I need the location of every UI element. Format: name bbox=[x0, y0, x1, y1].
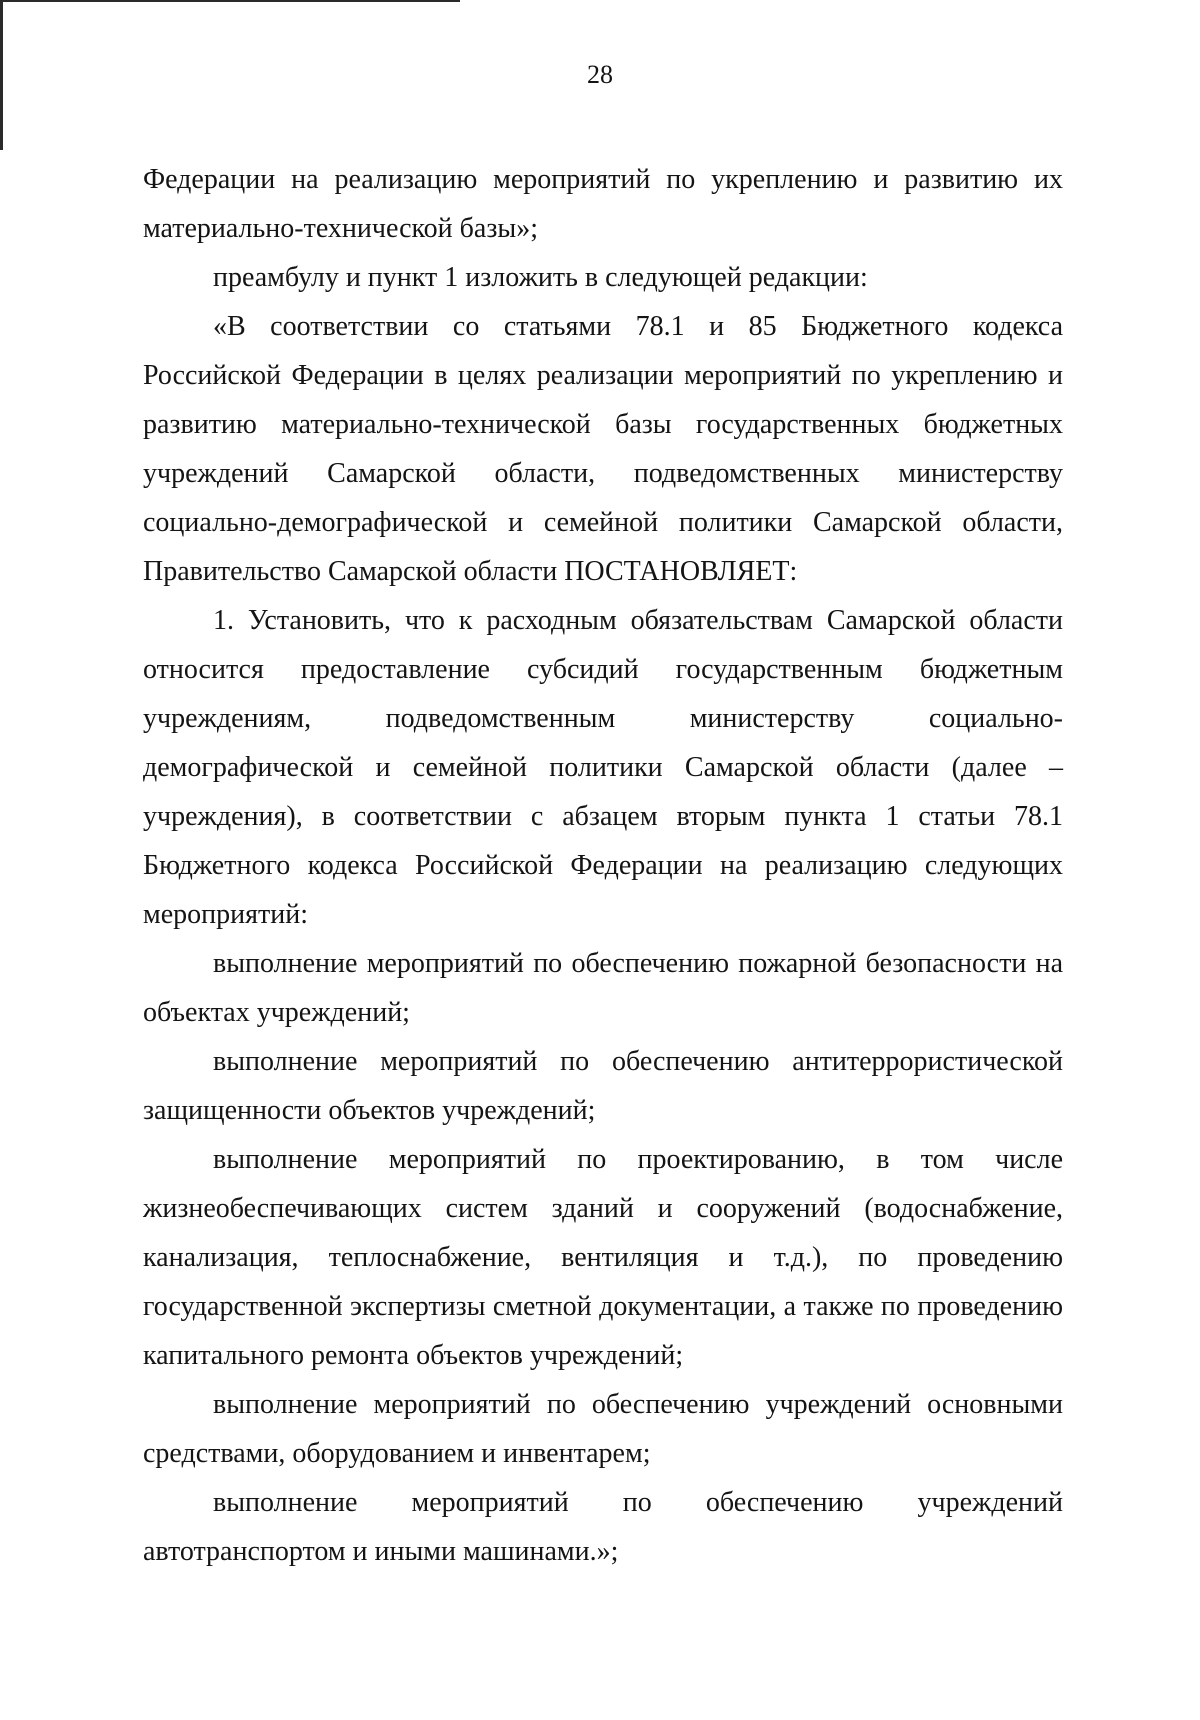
document-body bbox=[143, 155, 1063, 1576]
list-item-vehicles: выполнение мероприятий по обеспечению учреждений автотранспортом и иными машинами.»; bbox=[143, 1487, 1063, 1567]
list-item-equipment: выполнение мероприятий по обеспечению учреждений основными средствами, оборудованием и инвентарем; bbox=[143, 1389, 1063, 1469]
list-item-design-repair: выполнение мероприятий по проектированию, в том числе жизнеобеспечивающих систем зданий и сооружений (водоснабжение, канализация, теплоснабжение, вентиляция и т.д.), по проведению государственной экспертизы сметной документации, а также по проведению капитального ремонта объектов учреждений; bbox=[143, 1144, 1063, 1371]
paragraph-amendment-intro: преамбулу и пункт 1 изложить в следующей редакции: bbox=[213, 262, 868, 293]
paragraph-clause-1: 1. Установить, что к расходным обязательствам Самарской области относится предоставление субсидий государственным бюджетным учреждениям, подведомственным министерству социально-демографической и семейной политики Самарской области (далее – учреждения), в соответствии с абзацем вторым пункта 1 статьи 78.1 Бюджетного кодекса Российской Федерации на реализацию следующих мероприятий: bbox=[143, 605, 1063, 930]
page-number: 28 bbox=[587, 60, 613, 89]
list-item-fire-safety: выполнение мероприятий по обеспечению пожарной безопасности на объектах учреждений; bbox=[143, 948, 1063, 1028]
paragraph-preamble: «В соответствии со статьями 78.1 и 85 Бюджетного кодекса Российской Федерации в целях реализации мероприятий по укреплению и развитию материально-технической базы государственных бюджетных учреждений Самарской области, подведомственных министерству социально-демографической и семейной политики Самарской области, Правительство Самарской области ПОСТАНОВЛЯЕТ: bbox=[143, 311, 1063, 587]
list-item-antiterror: выполнение мероприятий по обеспечению антитеррористической защищенности объектов учреждений; bbox=[143, 1046, 1063, 1126]
scan-edge-top bbox=[0, 0, 460, 2]
paragraph-continuation: Федерации на реализацию мероприятий по укреплению и развитию их материально-технической базы»; bbox=[143, 164, 1063, 244]
